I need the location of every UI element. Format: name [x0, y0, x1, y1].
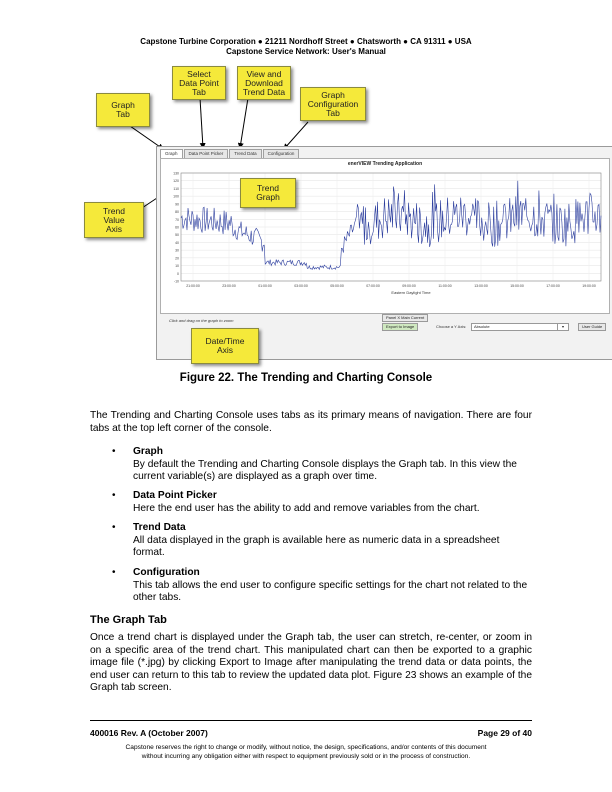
arrow-trend-data	[240, 98, 248, 148]
bullet-graph	[133, 446, 531, 484]
callout-graph-tab: Graph Tab	[96, 93, 150, 127]
x-tick-label: 21:00:00	[186, 284, 200, 288]
footer-revision: 400016 Rev. A (October 2007)	[90, 728, 208, 738]
chevron-down-icon[interactable]: ▾	[557, 323, 569, 331]
console-tabs	[160, 149, 300, 158]
export-image-button[interactable]: Export to Image	[382, 323, 418, 331]
chart-panel[interactable]	[160, 158, 610, 314]
y-tick-label: 120	[173, 179, 179, 184]
bullet-text: By default the Trending and Charting Console displays the Graph tab. In this view the current variable(s) are displayed as a graph over time.	[133, 458, 517, 483]
page-header	[0, 37, 612, 57]
arrow-data-point	[200, 98, 203, 148]
bullet-title: Graph	[133, 446, 164, 457]
footer-disclaimer	[60, 744, 552, 761]
section-heading-graph-tab: The Graph Tab	[90, 614, 167, 626]
y-axis-select[interactable]	[471, 323, 561, 331]
bullet-title: Data Point Picker	[133, 490, 217, 501]
tab-trend-data[interactable]: Trend Data	[229, 149, 261, 158]
callout-trend-graph: Trend Graph	[240, 178, 296, 208]
header-company-line: Capstone Turbine Corporation ● 21211 Nordhoff Street ● Chatsworth ● CA 91311 ● USA	[140, 37, 472, 46]
chart-title: enerVIEW Trending Application	[347, 161, 423, 167]
disclaimer-line-1: Capstone reserves the right to change or modify, without notice, the design, specifications, and/or contents of this document	[125, 744, 487, 751]
x-tick-label: 17:00:00	[546, 284, 560, 288]
y-tick-label: 10	[175, 264, 179, 269]
trend-chart[interactable]	[161, 159, 609, 313]
y-tick-label: 40	[175, 240, 179, 245]
figure-caption: Figure 22. The Trending and Charting Console	[179, 372, 433, 384]
y-tick-label: 50	[175, 233, 179, 238]
bullet-title: Trend Data	[133, 522, 186, 533]
y-tick-label: 60	[175, 225, 179, 230]
footer-rule	[90, 720, 532, 721]
x-tick-label: 09:00:00	[402, 284, 416, 288]
figure-22	[80, 60, 603, 370]
x-tick-label: 07:00:00	[366, 284, 380, 288]
header-manual-title: Capstone Service Network: User's Manual	[226, 47, 386, 56]
bullet-configuration	[133, 567, 531, 605]
intro-paragraph: The Trending and Charting Console uses tabs as its primary means of navigation. There are four tabs at the top left corner of the console.	[90, 410, 532, 434]
disclaimer-line-2: without incurring any obligation either with respect to equipment previously sold or in the process of construction.	[141, 752, 471, 760]
y-tick-label: 30	[175, 248, 179, 253]
graph-tab-paragraph: Once a trend chart is displayed under the Graph tab, the user can stretch, re-center, or zoom in on a specific area of the trend chart. This manipulated chart can then be exported to a graphic image file (*.jpg) by clicking Export to Image after manipulating the trend data or data points, the end user can return to this tab to review the updated data plot. Figure 23 shows an example of the Graph tab screen.	[90, 632, 532, 694]
user-guide-button[interactable]: User Guide	[578, 323, 606, 331]
y-axis-select-value: Absolute	[474, 324, 490, 329]
y-tick-label: 20	[175, 256, 179, 261]
x-axis-title: Eastern Daylight Time	[391, 290, 431, 295]
bullet-dot: •	[112, 522, 116, 533]
zoom-hint: Click and drag on the graph to zoom	[169, 318, 234, 323]
bullet-dot: •	[112, 567, 116, 578]
bullet-trend-data	[133, 522, 531, 560]
tab-graph[interactable]: Graph	[160, 149, 183, 158]
callout-view-download: View and Download Trend Data	[237, 66, 291, 100]
bullet-text: Here the end user has the ability to add and remove variables from the chart.	[133, 502, 480, 514]
x-tick-label: 15:00:00	[510, 284, 524, 288]
x-tick-label: 13:00:00	[474, 284, 488, 288]
callout-graph-config: Graph Configuration Tab	[300, 87, 366, 121]
y-tick-label: -10	[173, 279, 179, 284]
bullet-title: Configuration	[133, 567, 200, 578]
callout-select-data-point: Select Data Point Tab	[172, 66, 226, 100]
y-tick-label: 130	[173, 171, 179, 176]
x-tick-label: 01:00:00	[258, 284, 272, 288]
callout-date-time-axis: Date/Time Axis	[191, 328, 259, 364]
x-tick-label: 11:00:00	[438, 284, 452, 288]
bullet-dot: •	[112, 490, 116, 501]
y-tick-label: 70	[175, 217, 179, 222]
y-tick-label: 90	[175, 202, 179, 207]
y-tick-label: 110	[173, 186, 179, 191]
bullet-text: This tab allows the end user to configure specific settings for the chart not related to the other tabs.	[133, 579, 528, 604]
bullet-text: All data displayed in the graph is available here as numeric data in a spreadsheet format.	[133, 534, 500, 559]
y-tick-label: 80	[175, 210, 179, 215]
bullet-data-point-picker	[133, 490, 531, 515]
y-axis-label: Choose a Y Axis:	[436, 324, 467, 329]
tab-configuration[interactable]: Configuration	[263, 149, 300, 158]
y-tick-label: 100	[173, 194, 179, 199]
x-tick-label: 23:00:00	[222, 284, 236, 288]
callout-trend-value-axis: Trend Value Axis	[84, 202, 144, 238]
arrow-config	[284, 122, 308, 149]
y-tick-label: 0	[177, 271, 179, 276]
x-tick-label: 19:00:00	[582, 284, 596, 288]
tab-data-point-picker[interactable]: Data Point Picker	[184, 149, 229, 158]
x-tick-label: 03:00:00	[294, 284, 308, 288]
x-tick-label: 05:00:00	[330, 284, 344, 288]
panel-current-button[interactable]: Panel X Main Current	[382, 314, 428, 322]
bullet-dot: •	[112, 446, 116, 457]
footer-page-number: Page 29 of 40	[477, 728, 532, 738]
